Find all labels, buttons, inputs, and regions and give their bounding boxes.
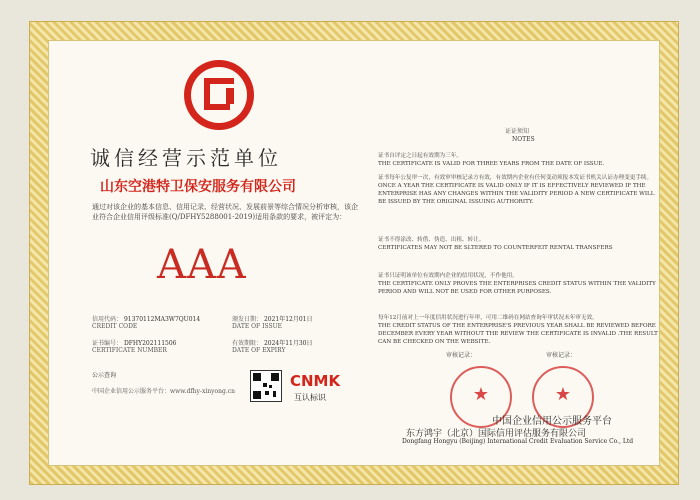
certificate-number-value: DFHY202111506 [123,340,177,347]
note-1-cn: 证书自评定之日起有效期为三年。 [378,153,462,159]
issuer-platform: 中国企业信用公示服务平台 [492,416,612,427]
stamp-2-label: 审核记录： [546,352,577,359]
note-3 [378,236,660,252]
stamp-1-label: 审核记录： [446,352,477,359]
note-3-en: CERTIFICATES MAY NOT BE SLTERED TO COUNTERFEIT RENTAL TRANSFERS [378,245,613,251]
public-query-label: 公示查询 [92,372,117,379]
note-2-cn: 证书每年公复审一次，有效审审核记录方有效，有效期内企业有任何变动须报本发证书机关认证办理变更手续。 [378,175,653,181]
certificate-number-row [92,338,176,354]
company-name: 山东空港特卫保安服务有限公司 [100,179,296,195]
note-4 [378,272,660,296]
credit-code-cn: 信用代码： [92,316,123,323]
note-5 [378,314,660,346]
note-1-en: THE CERTIFICATE IS VALID FOR THREE YEARS FROM THE DATE OF ISSUE. [378,161,605,167]
notes-title-en: NOTES [512,136,535,143]
issue-date-cn: 颁发日期： [232,316,263,323]
issue-date-row [232,314,312,330]
note-3-cn: 证书不得涂改、转借、伪造、出租、转让。 [378,237,485,243]
expiry-date-en: DATE OF EXPIRY [232,347,286,354]
certificate-title: 诚信经营示范单位 [90,146,282,170]
expiry-date-value: 2024年11月30日 [263,340,313,347]
expiry-date-cn: 有效期限： [232,340,263,347]
note-5-cn: 每年12月前对上一年度信用状况进行年审，可用二维码在网站查询年审状况未年审无效。 [378,315,598,321]
seal-logo-icon [182,58,256,132]
issue-date-en: DATE OF ISSUE [232,323,283,330]
issuer-company-en: Dongfang Hongyu (Beijing) International Credit Evaluation Service Co., Ltd [402,438,634,445]
issuer-company-cn: 东方鸿宇（北京）国际信用评估服务有限公司 [406,429,587,439]
credit-grade: AAA [157,242,247,288]
credit-code-row [92,314,200,330]
note-1 [378,152,660,168]
note-4-cn: 证书只证明该单位有效期内企业的信用状况，不作他用。 [378,273,518,279]
credit-code-en: CREDIT CODE [92,323,138,330]
cnmk-label: CNMK [290,372,341,390]
note-2-en: ONCE A YEAR THE CERTIFICATE IS VALID ONLY IF IT IS EFFECTIVELY REVIEWED IF THE ENTERPRISE HAS ANY CHANGES WITHIN THE VALIDITY PERIOD A NEW CERTIFICATE WILL BE ISSUED BY THE ORIGINAL ISSUING AUTHORITY. [378,183,655,205]
query-website: 中国企业信用公示服务平台：www.dfhy-xinyong.cn [92,388,235,395]
notes-title-cn: 证证须知 [505,128,530,135]
star-icon: ★ [554,384,572,405]
cnmk-subtitle: 互认标识 [294,393,326,402]
note-4-en: THE CERTIFICATE ONLY PROVES THE ENTERPRISES CREDIT STATUS WITHIN THE VALIDITY PERIOD AND WILL NOT BE USED FOR OTHER PURPOSES. [378,281,656,295]
certificate-number-cn: 证书编号： [92,340,123,347]
qr-code-icon [250,370,282,402]
intro-text: 通过对该企业的基本信息、信用记录、经营状况、发展前景等综合情况分析审核，该企业符合企业信用评级标准(Q/DFHY5288001-2019)适用条款的要求，被评定为： [92,203,358,221]
issue-date-value: 2021年12月01日 [263,316,313,323]
credit-code-value: 91370112MA3W7QU014 [123,316,201,323]
note-2 [378,174,660,206]
star-icon: ★ [472,384,490,405]
certificate-number-en: CERTIFICATE NUMBER [92,347,167,354]
note-5-en: THE CREDIT STATUS OF THE ENTERPRISE'S PREVIOUS YEAR SHALL BE REVIEWED BEFORE DECEMBER EVERY YEAR WITHOUT THE REVIEW THE CERTIFICATE IS INVALID .THE RESULT CAN BE CHECKED ON THE WEBSITE. [378,323,658,345]
expiry-date-row [232,338,312,354]
